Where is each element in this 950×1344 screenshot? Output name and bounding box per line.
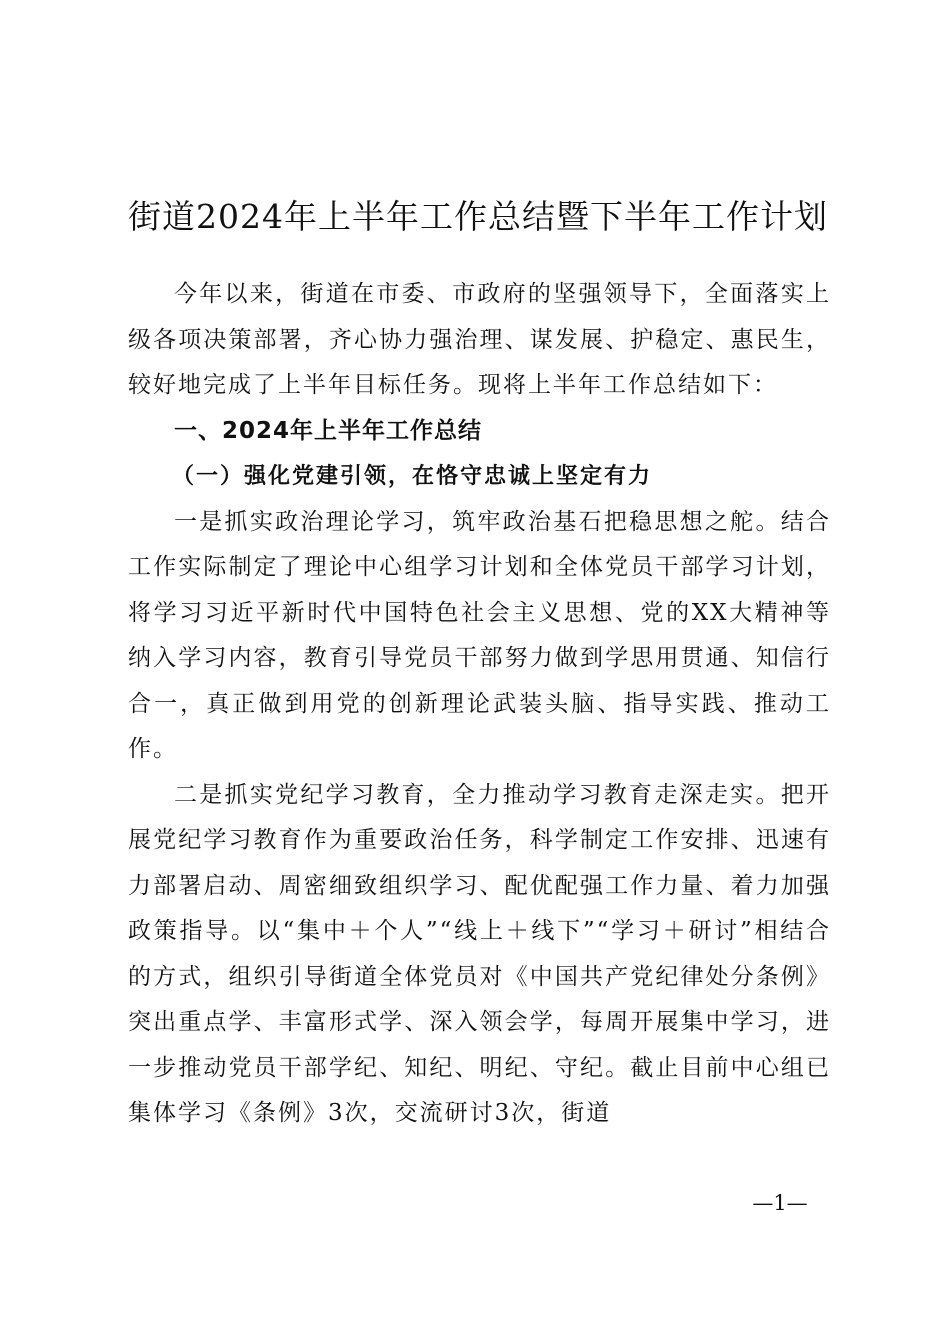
page-number: —1— — [752, 1191, 808, 1215]
section-heading: 一、2024年上半年工作总结 — [174, 417, 483, 444]
subsection-heading: （一）强化党建引领，在恪守忠诚上坚定有力 — [172, 463, 653, 489]
body-paragraph: 一是抓实政治理论学习，筑牢政治基石把稳思想之舵。结合工作实际制定了理论中心组学习计划和全体党员干部学习计划，将学习习近平新时代中国特色社会主义思想、党的XX大精神等纳入学习内容，教育引导党员干部努力做到学思用贯通、知信行合一，真正做到用党的创新理论武装头脑、指导实践、推动工作。 — [128, 508, 831, 762]
document-title: 街道2024年上半年工作总结暨下半年工作计划 — [128, 197, 828, 237]
intro-paragraph: 今年以来，街道在市委、市政府的坚强领导下，全面落实上级各项决策部署，齐心协力强治理、谋发展、护稳定、惠民生，较好地完成了上半年目标任务。现将上半年工作总结如下： — [128, 281, 831, 398]
body-paragraph: 二是抓实党纪学习教育，全力推动学习教育走深走实。把开展党纪学习教育作为重要政治任务，科学制定工作安排、迅速有力部署启动、周密细致组织学习、配优配强工作力量、着力加强政策指导。以“集中＋个人”“线上＋线下”“学习＋研讨”相结合的方式，组织引导街道全体党员对《中国共产党纪律处分条例》突出重点学、丰富形式学、深入领会学，每周开展集中学习，进一步推动党员干部学纪、知纪、明纪、守纪。截止目前中心组已集体学习《条例》3次，交流研讨3次，街道 — [128, 781, 831, 1126]
document-body — [128, 272, 831, 1137]
